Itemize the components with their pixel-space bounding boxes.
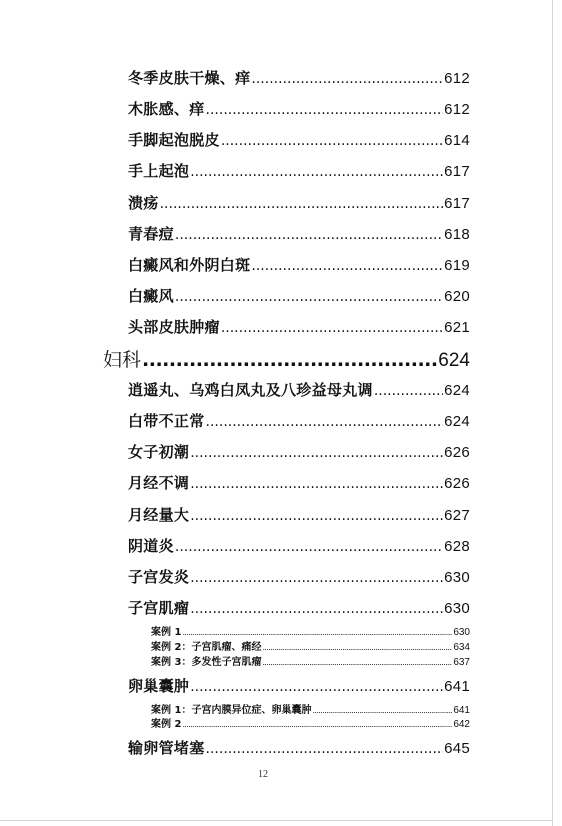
toc-entry-page: 617 (444, 163, 470, 180)
toc-entry-title: 白癜风和外阴白斑 (128, 256, 251, 274)
toc-entry-page: 624 (444, 382, 470, 399)
toc-entry-page: 612 (444, 70, 470, 87)
toc-subentry-page: 641 (453, 705, 470, 716)
toc-subentry-title: 案例 1 (151, 627, 182, 638)
toc-subentry-title: 案例 2：子宫肌瘤、痛经 (151, 642, 262, 653)
dot-leader (190, 601, 443, 617)
dot-leader (175, 539, 443, 555)
toc-subentry-title: 案例 3：多发性子宫肌瘤 (151, 657, 262, 668)
toc-entry-page: 614 (444, 132, 470, 149)
dot-leader (206, 102, 444, 118)
toc-subentry-page: 642 (453, 719, 470, 730)
dot-leader (142, 349, 437, 371)
toc-chapter-page: 624 (438, 350, 470, 371)
toc-subentry[interactable] (151, 653, 470, 668)
toc-subentry-title: 案例 1：子宫内膜异位症、卵巢囊肿 (151, 705, 312, 716)
toc-entry-page: 621 (444, 319, 470, 336)
toc-entry-title: 溃疡 (128, 194, 159, 212)
page-number: 12 (258, 769, 268, 780)
dot-leader (175, 289, 443, 305)
toc-subentry[interactable] (151, 715, 470, 730)
toc-entry-title: 白癜风 (128, 287, 174, 305)
toc-entry[interactable] (128, 504, 470, 525)
toc-entry-title: 月经不调 (128, 474, 190, 492)
toc-entry-page: 618 (444, 226, 470, 243)
toc-entry[interactable] (128, 379, 470, 400)
toc-subentry[interactable] (151, 623, 470, 638)
toc-entry-title: 手上起泡 (128, 162, 190, 180)
dot-leader (262, 658, 452, 667)
page-edge-right (552, 0, 553, 826)
toc-entry[interactable] (128, 285, 470, 306)
dot-leader (160, 196, 443, 212)
toc-entry-title: 冬季皮肤干燥、痒 (128, 69, 251, 87)
toc-entry[interactable] (128, 675, 470, 696)
toc-entry[interactable] (128, 160, 470, 181)
toc-entry-page: 612 (444, 101, 470, 118)
toc-entry[interactable] (128, 737, 470, 758)
toc-entry-title: 头部皮肤肿瘤 (128, 318, 220, 336)
toc-entry[interactable] (128, 441, 470, 462)
dot-leader (221, 320, 443, 336)
toc-chapter-title: 妇科 (103, 349, 142, 371)
toc-chapter[interactable] (103, 345, 470, 372)
toc-subentry-page: 634 (453, 642, 470, 653)
dot-leader (190, 445, 443, 461)
dot-leader (262, 643, 452, 652)
dot-leader (251, 258, 443, 274)
toc-entry-page: 627 (444, 507, 470, 524)
toc-entry[interactable] (128, 192, 470, 213)
toc-entry-page: 645 (444, 740, 470, 757)
page-edge-bottom (0, 820, 553, 821)
toc-entry[interactable] (128, 410, 470, 431)
toc-entry[interactable] (128, 223, 470, 244)
toc-entry-page: 641 (444, 678, 470, 695)
toc-entry-title: 子宫发炎 (128, 568, 190, 586)
toc-entry-page: 617 (444, 195, 470, 212)
dot-leader (206, 741, 444, 757)
dot-leader (182, 720, 452, 729)
toc-entry-title: 木胀感、痒 (128, 100, 205, 118)
toc-entry-page: 620 (444, 288, 470, 305)
toc-entry-title: 子宫肌瘤 (128, 599, 190, 617)
toc-entry-page: 624 (444, 413, 470, 430)
toc-subentry-page: 630 (453, 627, 470, 638)
dot-leader (312, 706, 452, 715)
toc-entry-title: 手脚起泡脱皮 (128, 131, 220, 149)
toc-entry[interactable] (128, 129, 470, 150)
toc-entry-page: 626 (444, 444, 470, 461)
dot-leader (182, 628, 452, 637)
dot-leader (190, 679, 443, 695)
dot-leader (221, 133, 443, 149)
toc-entry[interactable] (128, 472, 470, 493)
dot-leader (374, 383, 443, 399)
toc-entry[interactable] (128, 566, 470, 587)
toc-entry[interactable] (128, 535, 470, 556)
dot-leader (251, 71, 443, 87)
toc-entry-title: 白带不正常 (128, 412, 205, 430)
toc-entry-title: 青春痘 (128, 225, 174, 243)
toc-entry-page: 626 (444, 475, 470, 492)
dot-leader (175, 227, 443, 243)
toc-entry-page: 628 (444, 538, 470, 555)
toc-entry-title: 月经量大 (128, 506, 190, 524)
toc-entry-page: 630 (444, 600, 470, 617)
toc-subentry-title: 案例 2 (151, 719, 182, 730)
toc-entry-title: 输卵管堵塞 (128, 739, 205, 757)
toc-entry-title: 卵巢囊肿 (128, 677, 190, 695)
toc-entry-title: 阴道炎 (128, 537, 174, 555)
toc-entry-title: 女子初潮 (128, 443, 190, 461)
dot-leader (190, 508, 443, 524)
toc-entry[interactable] (128, 597, 470, 618)
toc-entry[interactable] (128, 67, 470, 88)
toc-entry-page: 619 (444, 257, 470, 274)
toc-entry[interactable] (128, 98, 470, 119)
toc-entry[interactable] (128, 316, 470, 337)
toc-entry-title: 逍遥丸、乌鸡白凤丸及八珍益母丸调 (128, 381, 373, 399)
toc-subentry[interactable] (151, 701, 470, 716)
toc-subentry[interactable] (151, 638, 470, 653)
toc-entry-page: 630 (444, 569, 470, 586)
toc-subentry-page: 637 (453, 657, 470, 668)
dot-leader (206, 414, 444, 430)
dot-leader (190, 476, 443, 492)
dot-leader (190, 164, 443, 180)
dot-leader (190, 570, 443, 586)
toc-entry[interactable] (128, 254, 470, 275)
